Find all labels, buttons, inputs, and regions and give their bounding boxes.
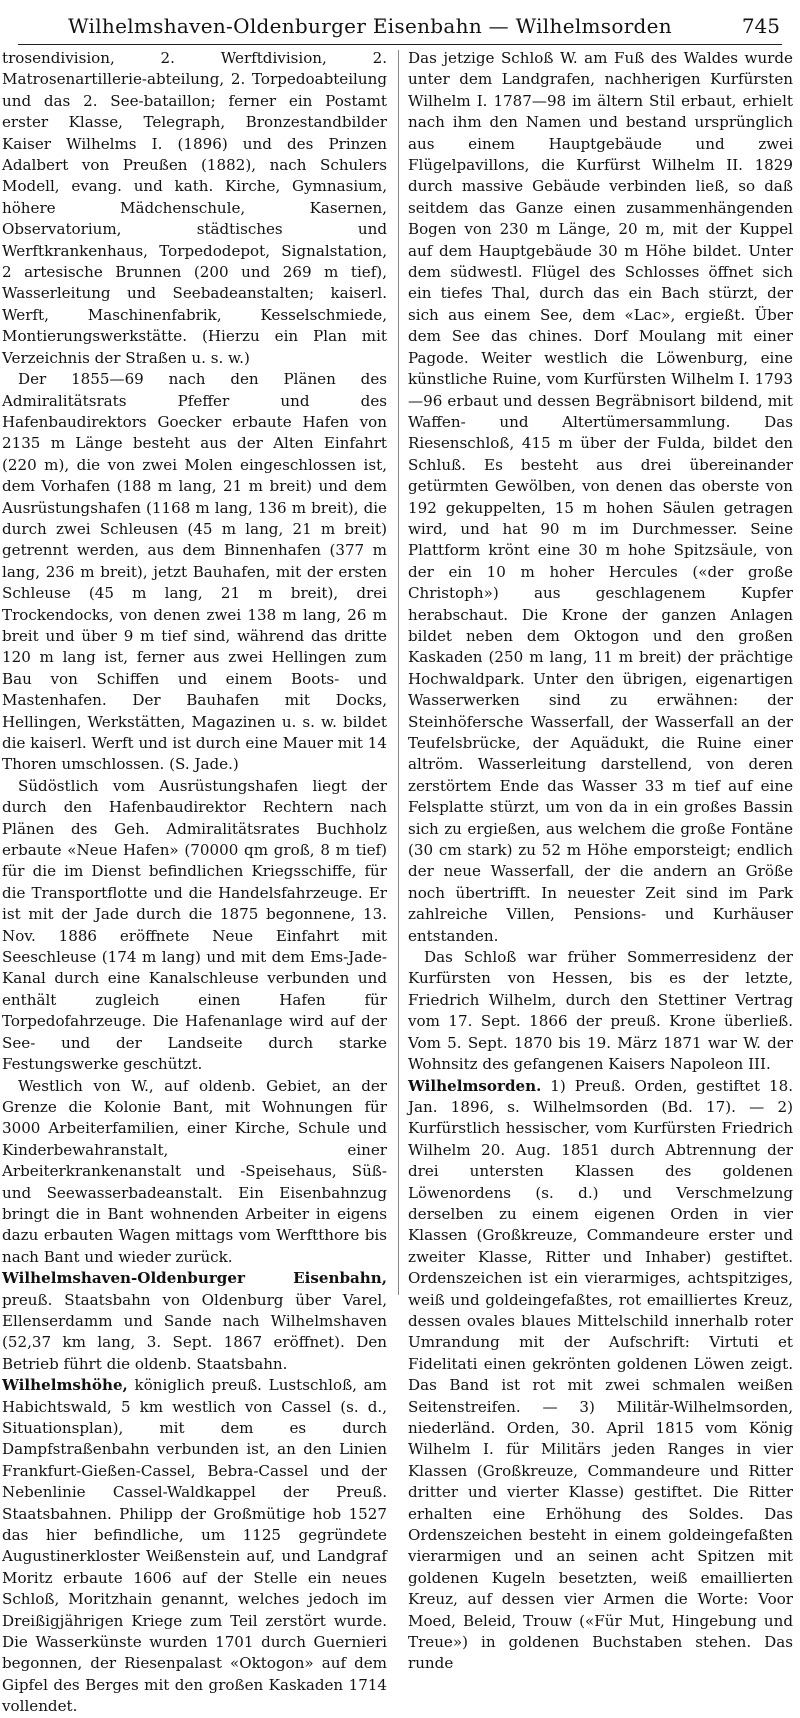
running-header: [18, 10, 782, 45]
entry-wilhelmshoehe: [2, 1375, 387, 1718]
left-paragraph-4: Westlich von W., auf oldenb. Gebiet, an der Grenze die Kolonie Bant, mit Wohnungen für 3000 Arbeiterfamilien, einer Kirche, Schule und Kinderbewahranstalt, einer Arbeiterkrankenanstalt und -Speisehaus, Süß- und Seewasserbadeanstalt. Ein Eisenbahnzug bringt die in Bant wohnenden Arbeiter in eigens dazu erbauten Wagen mittags vom Werftthore bis nach Bant und wieder zurück.: [2, 1076, 387, 1266]
headword: Wilhelmsorden.: [408, 1076, 542, 1095]
page-number: 745: [741, 14, 780, 38]
left-column: [2, 48, 387, 1716]
left-paragraph-1: trosendivision, 2. Werftdivision, 2. Matrosenartillerie-abteilung, 2. Torpedoabteilung und das 2. See-bataillon; ferner ein Postamt erster Klasse, Telegraph, Bronzestandbilder Kaiser Wilhelms I. (1896) und des Prinzen Adalbert von Preußen (1882), nach Schulers Modell, evang. und kath. Kirche, Gymnasium, höhere Mädchenschule, Kasernen, Observatorium, städtisches und Werftkrankenhaus, Torpedodepot, Signalstation, 2 artesische Brunnen (200 und 269 m tief), Wasserleitung und Seebadeanstalten; kaiserl. Werft, Maschinenfabrik, Kesselschmiede, Montierungswerkstätte. (Hierzu ein Plan mit Verzeichnis der Straßen u. s. w.): [2, 49, 387, 367]
right-column: [408, 48, 793, 1673]
entry-wilhelmsorden: [408, 1076, 793, 1675]
right-paragraph-1: Das jetzige Schloß W. am Fuß des Waldes wurde unter dem Landgrafen, nachherigen Kurfürsten Wilhelm I. 1787—98 im ältern Stil erbaut, erhielt nach ihm den Namen und bestand ursprünglich aus einem Hauptgebäude und zwei Flügelpavillons, die Kurfürst Wilhelm II. 1829 durch massive Gebäude verbinden ließ, so daß seitdem das Ganze einen zusammenhängenden Bogen von 230 m Länge, 20 m, mit der Kuppel auf dem Hauptgebäude 30 m Höhe bildet. Unter dem südwestl. Flügel des Schlosses öffnet sich ein tiefes Thal, durch das ein Bach stürzt, der sich aus einem See, dem «Lac», ergießt. Über dem See das chines. Dorf Moulang mit einer Pagode. Weiter westlich die Löwenburg, eine künstliche Ruine, vom Kurfürsten Wilhelm I. 1793—96 erbaut und dessen Begräbnisort bildend, mit Waffen- und Altertümersammlung. Das Riesenschloß, 415 m über der Fulda, bildet den Schluß. Es besteht aus drei übereinander getürmten Gewölben, von denen das oberste von 192 gekuppelten, 15 m hohen Säulen getragen wird, und hat 90 m im Durchmesser. Seine Plattform krönt eine 30 m hohe Spitzsäule, von der ein 10 m hoher Hercules («der große Christoph») aus geschlagenem Kupfer herabschaut. Die Krone der ganzen Anlagen bildet neben dem Oktogon und den großen Kaskaden (250 m lang, 11 m breit) der prächtige Hochwaldpark. Unter den übrigen, eigenartigen Wasserwerken sind zu erwähnen: der Steinhöfersche Wasserfall, der Wasserfall an der Teufelsbrücke, der Aquädukt, die Ruine einer altröm. Wasserleitung darstellend, von deren zerstörtem Ende das Wasser 33 m tief auf eine Felsplatte stürzt, um von da in ein großes Bassin sich zu ergießen, aus welchem die große Fontäne (30 cm stark) zu 52 m Höhe emporsteigt; endlich der neue Wasserfall, der die andern an Größe noch übertrifft. In neuester Zeit sind im Park zahlreiche Villen, Pensions- und Kurhäuser entstanden.: [408, 49, 793, 945]
left-paragraph-2: Der 1855—69 nach den Plänen des Admiralitätsrats Pfeffer und des Hafenbaudirektors Goecker erbaute Hafen von 2135 m Länge besteht aus der Alten Einfahrt (220 m), die von zwei Molen eingeschlossen ist, dem Vorhafen (188 m lang, 21 m breit) und dem Ausrüstungshafen (1168 m lang, 136 m breit), die durch zwei Schleusen (45 m lang, 21 m breit) getrennt werden, aus dem Binnenhafen (377 m lang, 236 m breit), jetzt Bauhafen, mit der ersten Schleuse (45 m lang, 21 m breit), drei Trockendocks, von denen zwei 138 m lang, 26 m breit und über 9 m tief sind, während das dritte 120 m lang ist, ferner aus zwei Hellingen zum Bau von Schiffen und einem Boots- und Mastenhafen. Der Bauhafen mit Docks, Hellingen, Werkstätten, Magazinen u. s. w. bildet die kaiserl. Werft und ist durch eine Mauer mit 14 Thoren umschlossen. (S. Jade.): [2, 370, 387, 774]
left-paragraph-3: Südöstlich vom Ausrüstungshafen liegt der durch den Hafenbaudirektor Rechtern nach Plänen des Geh. Admiralitätsrates Buchholz erbaute «Neue Hafen» (70000 qm groß, 8 m tief) für die im Dienst befindlichen Kriegsschiffe, für die Transportflotte und die Handelsfahrzeuge. Er ist mit der Jade durch die 1875 begonnene, 13. Nov. 1886 eröffnete Neue Einfahrt mit Seeschleuse (174 m lang) und mit dem Ems-Jade-Kanal durch eine Kanalschleuse verbunden und enthält zugleich einen Hafen für Torpedofahrzeuge. Die Hafenanlage wird auf der See- und der Landseite durch starke Festungswerke geschützt.: [2, 776, 387, 1074]
right-paragraph-2: Das Schloß war früher Sommerresidenz der Kurfürsten von Hessen, bis es der letzte, Friedrich Wilhelm, durch den Stettiner Vertrag vom 17. Sept. 1866 der preuß. Krone überließ. Vom 5. Sept. 1870 bis 19. März 1871 war W. der Wohnsitz des gefangenen Kaisers Napoleon III.: [408, 948, 793, 1074]
headword: Wilhelmshaven-Oldenburger Eisenbahn,: [2, 1269, 387, 1288]
headword: Wilhelmshöhe,: [2, 1376, 128, 1395]
column-divider: [398, 50, 399, 1295]
entry-text: 1) Preuß. Orden, gestiftet 18. Jan. 1896, s. Wilhelmsorden (Bd. 17). — 2) Kurfürstlich hessischer, vom Kurfürsten Friedrich Wilhelm 20. Aug. 1851 durch Abtrennung der drei untersten Klassen des goldenen Löwenordens (s. d.) und Verschmelzung derselben zu einem eigenen Orden in vier Klassen (Großkreuze, Commandeure erster und zweiter Klasse, Ritter und Inhaber) gestiftet. Ordenszeichen ist ein vierarmiges, achtspitziges, weiß und goldeingefaßtes, rot emailliertes Kreuz, dessen ovales blaues Mittelschild innerhalb roter Umrandung mit der Aufschrift: Virtuti et Fidelitati einen gekrönten goldenen Löwen zeigt. Das Band ist rot mit zwei schmalen weißen Seitenstreifen. — 3) Militär-Wilhelmsorden, niederländ. Orden, 30. April 1815 vom König Wilhelm I. für Militärs jeden Ranges in vier Klassen (Großkreuze, Commandeure und Ritter dritter und vierter Klasse) gestiftet. Die Ritter erhalten eine Erhöhung des Soldes. Das Ordenszeichen besteht in einem goldeingefaßten vierarmigen und an seinen acht Spitzen mit goldenen Kugeln besetzten, weiß emaillierten Kreuz, auf dessen vier Armen die Worte: Voor Moed, Beleid, Trouw («Für Mut, Hingebung und Treue») in goldenen Buchstaben stehen. Das runde: [408, 1076, 793, 1673]
entry-text: königlich preuß. Lustschloß, am Habichtswald, 5 km westlich von Cassel (s. d., Situationsplan), mit dem es durch Dampfstraßenbahn verbunden ist, an den Linien Frankfurt-Gießen-Cassel, Bebra-Cassel und der Nebenlinie Cassel-Waldkappel der Preuß. Staatsbahnen. Philipp der Großmütige hob 1527 das hier befindliche, um 1125 gegründete Augustinerkloster Weißenstein auf, und Landgraf Moritz erbaute 1606 auf der Stelle ein neues Schloß, Moritzhain genannt, welches jedoch im Dreißigjährigen Kriege zum Teil zerstört wurde. Die Wasserkünste wurden 1701 durch Guernieri begonnen, der Riesenpalast «Oktogon» auf dem Gipfel des Berges mit den großen Kaskaden 1714 vollendet.: [2, 1376, 387, 1716]
entry-text: preuß. Staatsbahn von Oldenburg über Varel, Ellenserdamm und Sande nach Wilhelmshaven (52,37 km lang, 3. Sept. 1867 eröffnet). Den Betrieb führt die oldenb. Staatsbahn.: [2, 1290, 387, 1373]
running-title: Wilhelmshaven-Oldenburger Eisenbahn — Wilhelmsorden: [68, 14, 672, 38]
entry-wilhelmshaven-eisenbahn: [2, 1268, 387, 1375]
